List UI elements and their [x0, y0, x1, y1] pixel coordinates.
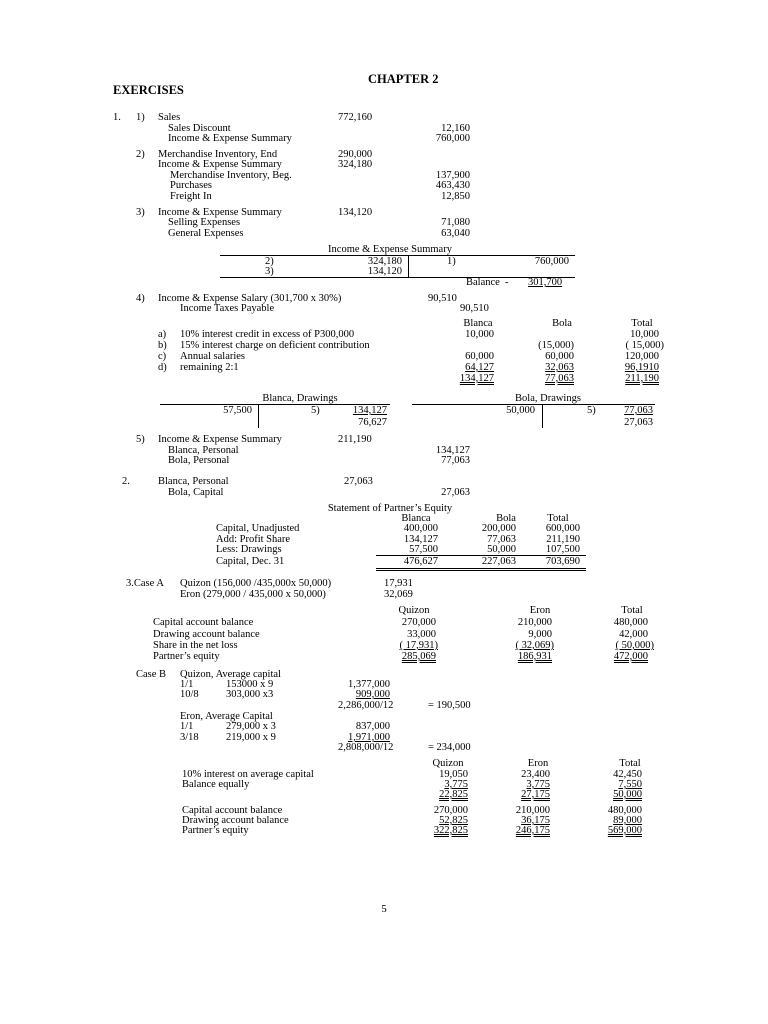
- cell-eron: 3,775: [526, 779, 550, 790]
- value-cell: 909,000: [355, 689, 390, 700]
- t-account-balance: 76,627: [358, 417, 387, 428]
- entry-debit-amount: 324,180: [338, 159, 373, 170]
- cell-eron: 186,931: [517, 651, 552, 662]
- cell-eron: ( 32,069): [515, 640, 554, 651]
- subsection-title: Quizon, Average capital: [180, 669, 281, 680]
- entry-credit-amount: 760,000: [435, 133, 470, 144]
- col-header-bola: Bola: [496, 513, 516, 524]
- exercise-number: 1.: [113, 112, 121, 123]
- row-label: remaining 2:1: [180, 362, 239, 373]
- row-label: Capital account balance: [153, 617, 254, 628]
- average-result: = 234,000: [428, 742, 471, 753]
- part-number: 4): [136, 293, 145, 304]
- cell-total: 107,500: [545, 544, 580, 555]
- col-header-bola: Bola: [552, 318, 572, 329]
- entry-credit-label: Merchandise Inventory, Beg.: [170, 170, 292, 181]
- date-cell: 1/1: [180, 721, 194, 732]
- row-label: Add: Profit Share: [216, 534, 291, 545]
- row-label: Partner’s equity: [153, 651, 220, 662]
- entry-debit-label: Income & Expense Summary: [158, 434, 282, 445]
- t-account-balance-label: Balance -: [466, 277, 509, 288]
- t-account-divider: [258, 404, 259, 428]
- cell-quizon: 270,000: [401, 617, 436, 628]
- col-header-quizon: Quizon: [398, 605, 430, 616]
- cell-bola: 60,000: [545, 351, 574, 362]
- cell-total: 600,000: [545, 523, 580, 534]
- cell-blanca: 476,627: [403, 556, 438, 567]
- cell-bola: (15,000): [538, 340, 574, 351]
- case-label: Case B: [136, 669, 167, 680]
- entry-debit-amount: 134,120: [338, 207, 373, 218]
- entry-credit-label: General Expenses: [168, 228, 244, 239]
- cell-blanca: 10,000: [465, 329, 494, 340]
- cell-eron: 9,000: [528, 629, 552, 640]
- t-account-title: Bola, Drawings: [515, 393, 581, 404]
- cell-blanca: 60,000: [465, 351, 494, 362]
- entry-credit-amount: 63,040: [441, 228, 470, 239]
- row-label: Capital account balance: [182, 805, 283, 816]
- cell-quizon: 285,069: [401, 651, 436, 662]
- cell-total: 472,000: [613, 651, 648, 662]
- entry-debit-label: Blanca, Personal: [158, 476, 229, 487]
- section-heading: EXERCISES: [113, 83, 184, 97]
- cell-total: ( 15,000): [625, 340, 664, 351]
- entry-credit-amount: 77,063: [441, 455, 470, 466]
- t-account-ref: 2): [265, 256, 274, 267]
- subsection-title: Eron, Average Capital: [180, 711, 273, 722]
- t-account-credit: 77,063: [624, 405, 653, 416]
- t-account-divider: [542, 404, 543, 428]
- cell-total: 7,550: [618, 779, 642, 790]
- statement-double-rule: [376, 568, 586, 569]
- cell-total: 569,000: [607, 825, 642, 836]
- cell-bola: 50,000: [487, 544, 516, 555]
- entry-debit-amount: 772,160: [338, 112, 373, 123]
- t-account-divider: [408, 255, 409, 277]
- chapter-title: CHAPTER 2: [368, 72, 439, 86]
- cell-blanca: 64,127: [465, 362, 494, 373]
- entry-credit-label: Income & Expense Summary: [168, 133, 292, 144]
- cell-total: 211,190: [546, 534, 580, 545]
- cell-total: ( 50,000): [615, 640, 654, 651]
- col-header-total: Total: [631, 318, 653, 329]
- average-total: 2,286,000/12: [338, 700, 394, 711]
- subtotal-eron: 27,175: [521, 789, 550, 800]
- statement-double-rule: [376, 570, 586, 571]
- cell-total: 42,450: [613, 769, 642, 780]
- subtotal-total: 50,000: [613, 789, 642, 800]
- entry-credit-amount: 12,160: [441, 123, 470, 134]
- row-label: Less: Drawings: [216, 544, 282, 555]
- t-account-credit: 134,127: [352, 405, 387, 416]
- col-header-total: Total: [547, 513, 569, 524]
- t-account-debit: 324,180: [367, 256, 402, 267]
- statement-title: Statement of Partner’s Equity: [327, 503, 453, 514]
- average-result: = 190,500: [428, 700, 471, 711]
- value-cell: 1,377,000: [348, 679, 390, 690]
- date-cell: 3/18: [180, 732, 199, 743]
- t-account-debit: 57,500: [223, 405, 252, 416]
- cell-quizon: 270,000: [433, 805, 468, 816]
- cell-eron: 210,000: [517, 617, 552, 628]
- date-cell: 1/1: [180, 679, 194, 690]
- calc-cell: 153000 x 9: [226, 679, 274, 690]
- calc-cell: 219,000 x 9: [226, 732, 276, 743]
- t-account-balance-value: 301,700: [528, 277, 563, 288]
- page-number: 5: [381, 903, 387, 915]
- t-account-balance: 27,063: [624, 417, 653, 428]
- cell-total: 10,000: [630, 329, 659, 340]
- date-cell: 10/8: [180, 689, 199, 700]
- subtotal-quizon: 22,825: [439, 789, 468, 800]
- cell-quizon: 33,000: [407, 629, 436, 640]
- t-account-bottom-rule: [220, 277, 575, 278]
- cell-bola: 227,063: [481, 556, 516, 567]
- col-header-blanca: Blanca: [463, 318, 493, 329]
- cell-blanca: 400,000: [403, 523, 438, 534]
- row-label: Capital, Dec. 31: [216, 556, 285, 567]
- case-label: 3.Case A: [126, 578, 164, 589]
- entry-debit-amount: 27,063: [344, 476, 373, 487]
- row-key: b): [158, 340, 167, 351]
- cell-total: 89,000: [613, 815, 642, 826]
- average-total: 2,808,000/12: [338, 742, 394, 753]
- row-key: a): [158, 329, 167, 340]
- col-header-blanca: Blanca: [401, 513, 431, 524]
- row-key: c): [158, 351, 167, 362]
- calc-cell: 279,000 x 3: [226, 721, 276, 732]
- entry-credit-label: Bola, Capital: [168, 487, 224, 498]
- cell-total: 42,000: [619, 629, 648, 640]
- part-number: 5): [136, 434, 145, 445]
- cell-blanca: 57,500: [409, 544, 438, 555]
- entry-credit-label: Selling Expenses: [168, 217, 241, 228]
- total-blanca: 134,127: [459, 373, 494, 384]
- entry-debit-label: Sales: [158, 112, 181, 123]
- entry-debit-amount: 211,190: [338, 434, 372, 445]
- total-total: 211,190: [625, 373, 659, 384]
- entry-credit-amount: 71,080: [441, 217, 470, 228]
- cell-quizon: 322,825: [433, 825, 468, 836]
- cell-quizon: 3,775: [444, 779, 468, 790]
- cell-total: 480,000: [607, 805, 642, 816]
- cell-bola: 77,063: [487, 534, 516, 545]
- col-header-total: Total: [619, 758, 641, 769]
- calc-cell: 303,000 x3: [226, 689, 274, 700]
- row-label: Drawing account balance: [182, 815, 289, 826]
- entry-credit-label: Bola, Personal: [168, 455, 230, 466]
- row-label: Drawing account balance: [153, 629, 260, 640]
- t-account-ref: 3): [265, 266, 274, 277]
- row-label: Share in the net loss: [153, 640, 238, 651]
- cell-bola: 32,063: [545, 362, 574, 373]
- entry-credit-label: Purchases: [170, 180, 212, 191]
- t-account-ref: 5): [587, 405, 596, 416]
- total-bola: 77,063: [545, 373, 574, 384]
- entry-debit-label: Income & Expense Summary: [158, 207, 282, 218]
- formula-text: Eron (279,000 / 435,000 x 50,000): [180, 589, 326, 600]
- cell-eron: 36,175: [521, 815, 550, 826]
- entry-debit-label: Merchandise Inventory, End: [158, 149, 278, 160]
- row-label: 10% interest credit in excess of P300,000: [180, 329, 355, 340]
- entry-credit-label: Income Taxes Payable: [180, 303, 275, 314]
- row-label: Partner’s equity: [182, 825, 249, 836]
- cell-total: 120,000: [624, 351, 659, 362]
- entry-credit-label: Freight In: [170, 191, 212, 202]
- entry-credit-amount: 90,510: [460, 303, 489, 314]
- exercise-number: 2.: [122, 476, 130, 487]
- cell-total: 480,000: [613, 617, 648, 628]
- entry-debit-amount: 290,000: [338, 149, 373, 160]
- cell-eron: 23,400: [521, 769, 550, 780]
- entry-credit-amount: 134,127: [435, 445, 470, 456]
- formula-value: 17,931: [384, 578, 413, 589]
- cell-quizon: 19,050: [439, 769, 468, 780]
- entry-credit-amount: 463,430: [435, 180, 470, 191]
- part-number: 1): [136, 112, 145, 123]
- row-label: 15% interest charge on deficient contribution: [180, 340, 370, 351]
- formula-value: 32,069: [384, 589, 413, 600]
- col-header-total: Total: [621, 605, 643, 616]
- col-header-quizon: Quizon: [432, 758, 464, 769]
- row-key: d): [158, 362, 167, 373]
- row-label: Balance equally: [182, 779, 250, 790]
- part-number: 2): [136, 149, 145, 160]
- formula-text: Quizon (156,000 /435,000x 50,000): [180, 578, 332, 589]
- entry-credit-label: Sales Discount: [168, 123, 231, 134]
- value-cell: 837,000: [355, 721, 390, 732]
- col-header-eron: Eron: [529, 605, 551, 616]
- cell-bola: 200,000: [481, 523, 516, 534]
- entry-debit-amount: 90,510: [428, 293, 457, 304]
- row-label: Annual salaries: [180, 351, 246, 362]
- t-account-credit: 760,000: [534, 256, 569, 267]
- cell-quizon: 52,825: [439, 815, 468, 826]
- entry-credit-amount: 137,900: [435, 170, 470, 181]
- col-header-eron: Eron: [527, 758, 549, 769]
- t-account-title: Blanca, Drawings: [262, 393, 338, 404]
- cell-eron: 210,000: [515, 805, 550, 816]
- cell-eron: 246,175: [515, 825, 550, 836]
- cell-total: 703,690: [545, 556, 580, 567]
- entry-debit-label: Income & Expense Salary (301,700 x 30%): [158, 293, 342, 304]
- t-account-debit: 134,120: [367, 266, 402, 277]
- t-account-title: Income & Expense Summary: [328, 244, 452, 255]
- t-account-debit: 50,000: [506, 405, 535, 416]
- cell-total: 96,1910: [624, 362, 659, 373]
- cell-quizon: ( 17,931): [399, 640, 438, 651]
- t-account-ref: 1): [447, 256, 456, 267]
- value-cell: 1,971,000: [348, 732, 390, 743]
- entry-debit-label: Income & Expense Summary: [158, 159, 282, 170]
- row-label: 10% interest on average capital: [182, 769, 314, 780]
- cell-blanca: 134,127: [403, 534, 438, 545]
- row-label: Capital, Unadjusted: [216, 523, 300, 534]
- entry-credit-amount: 12,850: [441, 191, 470, 202]
- part-number: 3): [136, 207, 145, 218]
- entry-credit-amount: 27,063: [441, 487, 470, 498]
- t-account-ref: 5): [311, 405, 320, 416]
- entry-credit-label: Blanca, Personal: [168, 445, 239, 456]
